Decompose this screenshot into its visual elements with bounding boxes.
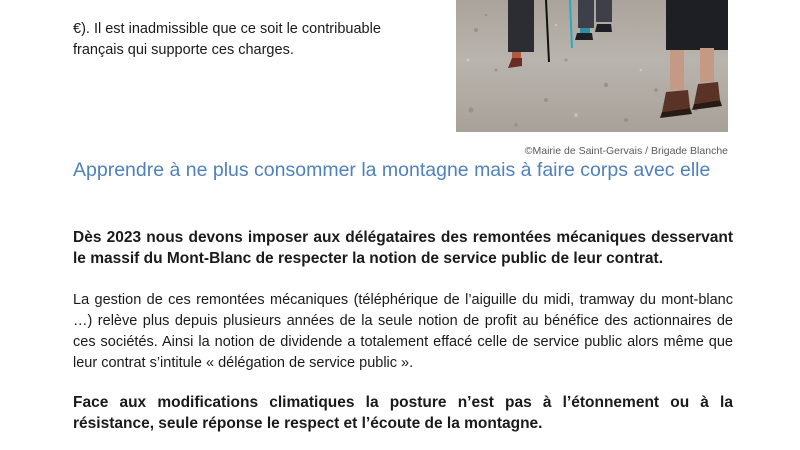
hikers-photo [456, 0, 728, 132]
bold-paragraph-1: Dès 2023 nous devons imposer aux délégataires des remontées mécaniques desservant le massif du Mont-Blanc de respecter la notion de service public de leur contrat. [73, 229, 733, 267]
top-paragraph: €). Il est inadmissible que ce soit le contribuable français qui supporte ces charges. [73, 20, 381, 58]
bold-paragraph-3: Face aux modifications climatiques la posture n’est pas à l’étonnement ou à la résistance, seule réponse le respect et l’écoute de la montagne. [73, 394, 733, 432]
section-heading: Apprendre à ne plus consommer la montagne mais à faire corps avec elle [73, 159, 711, 181]
photo-caption: ©Mairie de Saint-Gervais / Brigade Blanche [524, 145, 728, 157]
paragraph-2: La gestion de ces remontées mécaniques (téléphérique de l’aiguille du midi, tramway du mont-blanc …) relève plus depuis plusieurs années de la seule notion de profit au bénéfice des actionnaires de ces sociétés. Ainsi la notion de dividende a totalement effacé celle de service public alors même que leur contrat s’intitule « délégation de service public ». [73, 292, 733, 371]
hikers-illustration [456, 0, 728, 132]
